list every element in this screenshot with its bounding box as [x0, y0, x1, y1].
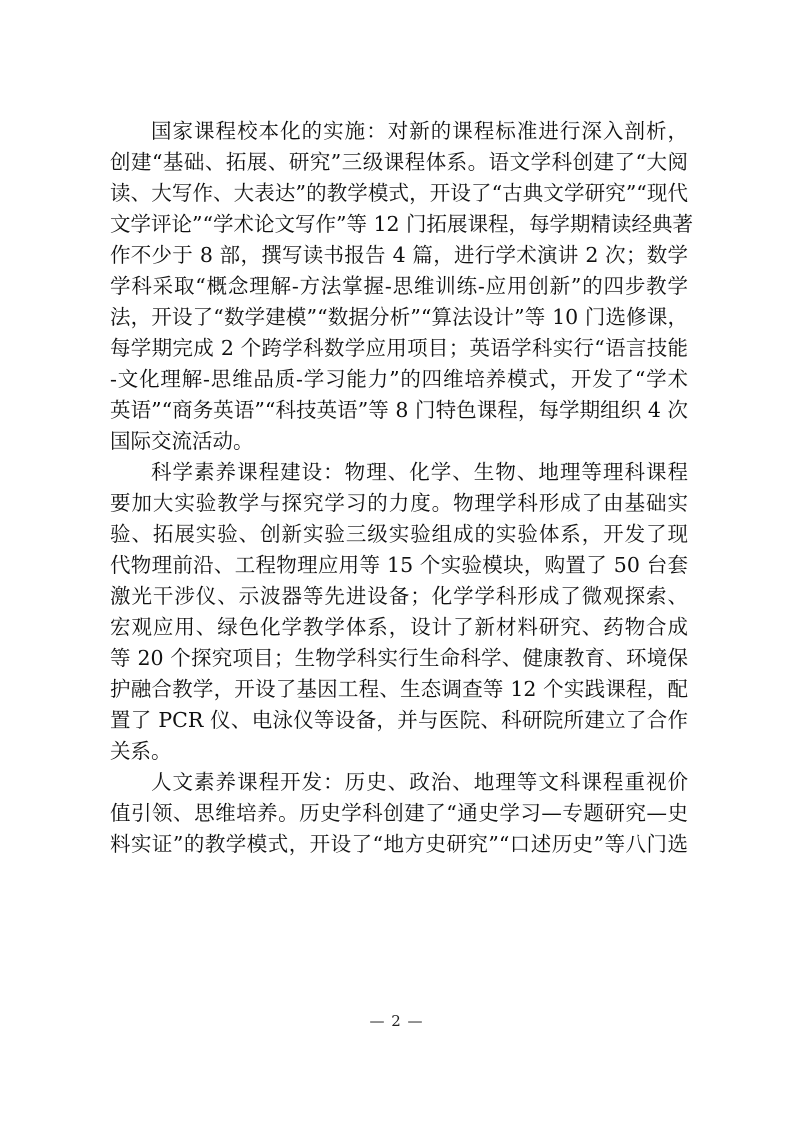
text-line: 值引领、思维培养。历史学科创建了“通史学习—专题研究—史	[110, 801, 688, 825]
text-line: 关系。	[110, 739, 172, 763]
text-line: 等 20 个探究项目；生物学科实行生命科学、健康教育、环境保	[110, 646, 688, 670]
text-line: 科学素养课程建设：物理、化学、生物、地理等理科课程	[151, 460, 688, 484]
text-line: 国际交流活动。	[110, 429, 254, 453]
text-line: 国家课程校本化的实施：对新的课程标准进行深入剖析，	[151, 119, 688, 143]
text-line: 创建“基础、拓展、研究”三级课程体系。语文学科创建了“大阅	[110, 150, 688, 174]
text-line: 读、大写作、大表达”的教学模式，开设了“古典文学研究”“现代	[110, 181, 688, 205]
text-line: 作不少于 8 部，撰写读书报告 4 篇，进行学术演讲 2 次；数学	[110, 243, 688, 267]
text-line: 料实证”的教学模式，开设了“地方史研究”“口述历史”等八门选	[110, 832, 688, 856]
body-text	[110, 116, 694, 860]
text-line: 学科采取“概念理解-方法掌握-思维训练-应用创新”的四步教学	[110, 274, 688, 298]
text-line: -文化理解-思维品质-学习能力”的四维培养模式，开发了“学术	[110, 367, 688, 391]
paragraph-humanities-curriculum	[110, 767, 688, 860]
text-line: 文学评论”“学术论文写作”等 12 门拓展课程，每学期精读经典著	[110, 212, 694, 236]
text-line: 护融合教学，开设了基因工程、生态调查等 12 个实践课程，配	[110, 677, 688, 701]
text-line: 英语”“商务英语”“科技英语”等 8 门特色课程，每学期组织 4 次	[110, 398, 688, 422]
text-line: 要加大实验教学与探究学习的力度。物理学科形成了由基础实	[110, 491, 688, 515]
text-line: 验、拓展实验、创新实验三级实验组成的实验体系，开发了现	[110, 522, 688, 546]
page-number: — 2 —	[369, 1012, 424, 1030]
text-line: 法，开设了“数学建模”“数据分析”“算法设计”等 10 门选修课，	[110, 305, 688, 329]
text-line: 每学期完成 2 个跨学科数学应用项目；英语学科实行“语言技能	[110, 336, 688, 360]
text-line: 人文素养课程开发：历史、政治、地理等文科课程重视价	[151, 770, 688, 794]
text-line: 激光干涉仪、示波器等先进设备；化学学科形成了微观探索、	[110, 584, 688, 608]
text-line: 宏观应用、绿色化学教学体系，设计了新材料研究、药物合成	[110, 615, 688, 639]
text-line: 置了 PCR 仪、电泳仪等设备，并与医院、科研院所建立了合作	[110, 708, 688, 732]
paragraph-national-curriculum	[110, 116, 694, 457]
paragraph-science-curriculum	[110, 457, 688, 767]
text-line: 代物理前沿、工程物理应用等 15 个实验模块，购置了 50 台套	[110, 553, 688, 577]
